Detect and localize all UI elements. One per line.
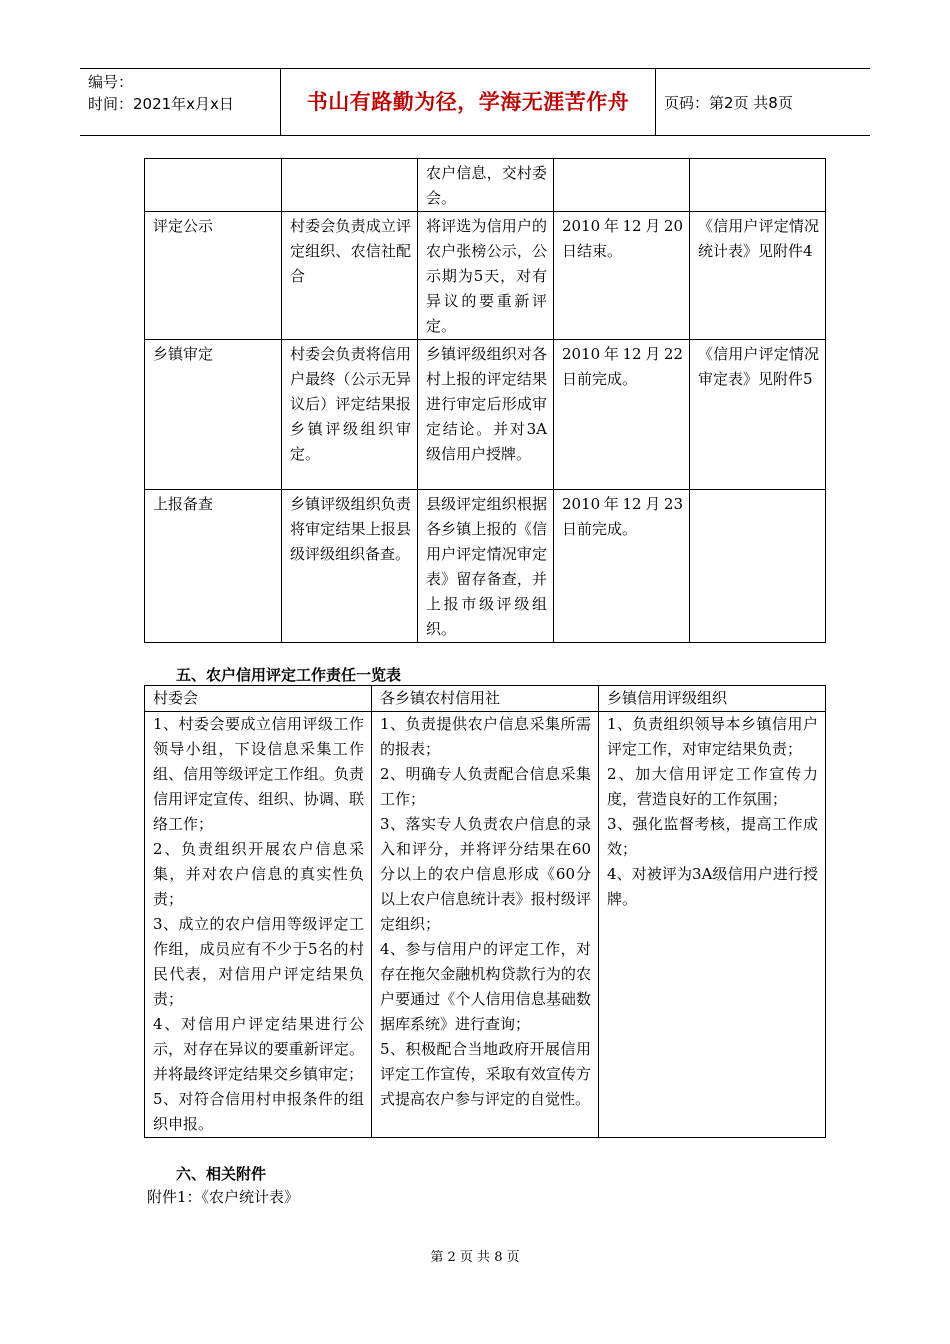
page-footer: 第 2 页 共 8 页 — [430, 1250, 520, 1265]
date-label: 时间：2021年x月x日 — [88, 95, 234, 113]
section-6-title: 六、相关附件 — [176, 1165, 267, 1183]
content-cell: 将评选为信用户的农户张榜公示，公示期为5天，对有异议的要重新评定。 — [418, 212, 554, 340]
header-page-number: 页码：第2页 共8页 — [664, 94, 793, 112]
table-row — [145, 212, 826, 340]
header-divider-right — [655, 69, 656, 135]
header-bottom-rule — [80, 135, 870, 136]
note-cell — [690, 159, 826, 212]
duty-item: 4、对信用户评定结果进行公示，对存在异议的要重新评定。并将最终评定结果交乡镇审定； — [153, 1015, 364, 1083]
table-row — [145, 712, 826, 1138]
responsible-cell: 村委会负责将信用户最终（公示无异议后）评定结果报乡镇评级组织审定。 — [282, 340, 418, 490]
credit-union-duties — [372, 712, 599, 1138]
deadline-cell — [554, 159, 690, 212]
deadline-cell: 2010年12月20日结束。 — [554, 212, 690, 340]
content-cell: 县级评定组织根据各乡镇上报的《信用户评定情况审定表》留存备查，并上报市级评级组织。 — [418, 490, 554, 643]
stage-cell — [145, 159, 282, 212]
duty-item: 3、落实专人负责农户信息的录入和评分，并将评分结果在60分以上的农户信息形成《60分以上农户信息统计表》报村级评定组织； — [380, 815, 591, 933]
content-cell: 农户信息，交村委会。 — [418, 159, 554, 212]
schedule-table — [144, 158, 826, 643]
responsible-cell: 村委会负责成立评定组织、农信社配合 — [282, 212, 418, 340]
duty-item: 2、明确专人负责配合信息采集工作； — [380, 765, 591, 808]
table-header-row — [145, 686, 826, 712]
responsible-cell: 乡镇评级组织负责将审定结果上报县级评级组织备查。 — [282, 490, 418, 643]
note-cell: 《信用户评定情况统计表》见附件4 — [690, 212, 826, 340]
responsible-cell — [282, 159, 418, 212]
table-row — [145, 159, 826, 212]
table-row — [145, 490, 826, 643]
stage-cell: 评定公示 — [145, 212, 282, 340]
section-5-title: 五、农户信用评定工作责任一览表 — [176, 666, 402, 684]
table-row — [145, 340, 826, 490]
village-committee-duties — [145, 712, 372, 1138]
duty-item: 3、强化监督考核，提高工作成效； — [607, 815, 818, 858]
duty-item: 1、村委会要成立信用评级工作领导小组，下设信息采集工作组、信用等级评定工作组。负责信用评定宣传、组织、协调、联络工作； — [153, 715, 364, 833]
deadline-cell: 2010年12月22日前完成。 — [554, 340, 690, 490]
note-cell — [690, 490, 826, 643]
header-divider-left — [280, 69, 281, 135]
duty-item: 5、对符合信用村申报条件的组织申报。 — [153, 1090, 364, 1133]
stage-cell: 乡镇审定 — [145, 340, 282, 490]
header-motto: 书山有路勤为径，学海无涯苦作舟 — [306, 90, 630, 114]
header-meta — [88, 71, 234, 115]
duty-item: 4、参与信用户的评定工作，对存在拖欠金融机构贷款行为的农户要通过《个人信用信息基础数据库系统》进行查询； — [380, 940, 591, 1033]
column-header: 各乡镇农村信用社 — [372, 686, 599, 712]
deadline-cell: 2010年12月23日前完成。 — [554, 490, 690, 643]
duty-item: 1、负责提供农户信息采集所需的报表； — [380, 715, 591, 758]
duty-item: 5、积极配合当地政府开展信用评定工作宣传，采取有效宣传方式提高农户参与评定的自觉性。 — [380, 1040, 591, 1108]
duty-item: 2、负责组织开展农户信息采集，并对农户信息的真实性负责； — [153, 840, 364, 908]
header-top-rule — [80, 68, 870, 69]
responsibility-table — [144, 685, 826, 1138]
attachment-line: 附件1：《农户统计表》 — [147, 1188, 300, 1206]
column-header: 村委会 — [145, 686, 372, 712]
rating-org-duties — [599, 712, 826, 1138]
content-cell: 乡镇评级组织对各村上报的评定结果进行审定后形成审定结论。并对3A级信用户授牌。 — [418, 340, 554, 490]
duty-item: 2、加大信用评定工作宣传力度，营造良好的工作氛围； — [607, 765, 818, 808]
note-cell: 《信用户评定情况审定表》见附件5 — [690, 340, 826, 490]
duty-item: 4、对被评为3A级信用户进行授牌。 — [607, 865, 818, 908]
stage-cell: 上报备查 — [145, 490, 282, 643]
duty-item: 3、成立的农户信用等级评定工作组，成员应有不少于5名的村民代表，对信用户评定结果负责； — [153, 915, 364, 1008]
duty-item: 1、负责组织领导本乡镇信用户评定工作，对审定结果负责； — [607, 715, 818, 758]
serial-number-label: 编号： — [88, 73, 134, 91]
column-header: 乡镇信用评级组织 — [599, 686, 826, 712]
